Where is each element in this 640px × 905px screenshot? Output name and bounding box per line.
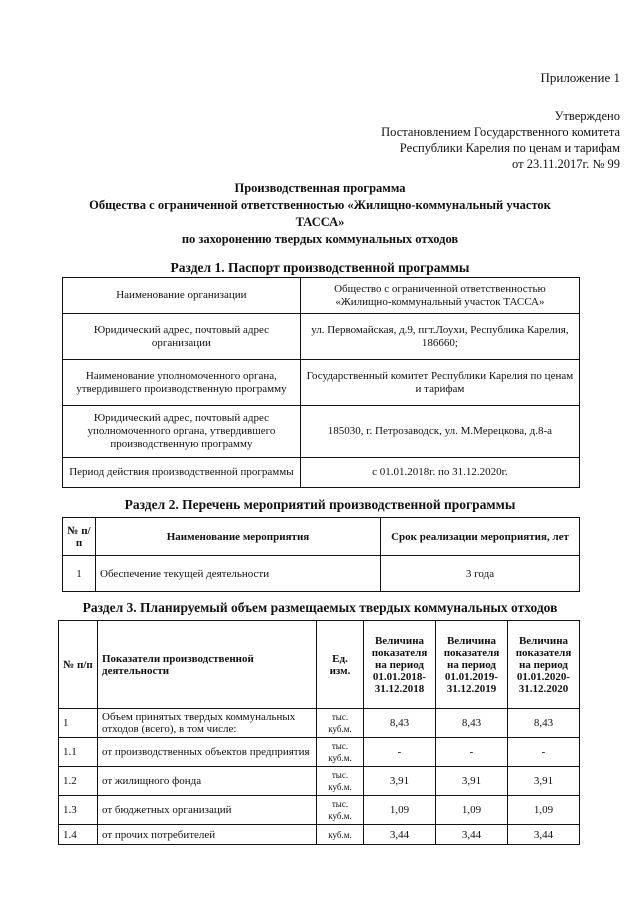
passport-table bbox=[62, 277, 580, 488]
cell-value-2019: 3,91 bbox=[436, 767, 508, 796]
volume-table bbox=[58, 620, 580, 845]
cell-term: 3 года bbox=[381, 556, 580, 592]
cell-value-2018: 3,91 bbox=[364, 767, 436, 796]
header-term: Срок реализации мероприятия, лет bbox=[381, 518, 580, 556]
table-header-row bbox=[59, 621, 580, 709]
cell-unit: тыс. куб.м. bbox=[317, 738, 364, 767]
approval-line-3: Республики Карелия по ценам и тарифам bbox=[399, 141, 620, 155]
table-row bbox=[63, 360, 580, 406]
table-row bbox=[63, 278, 580, 314]
cell-unit: куб.м. bbox=[317, 825, 364, 845]
header-period-2020: Величина показателя на период 01.01.2020-31.12.2020 bbox=[508, 621, 580, 709]
header-num: № п/п bbox=[59, 621, 98, 709]
table-row bbox=[59, 767, 580, 796]
cell-value-2020: 1,09 bbox=[508, 796, 580, 825]
passport-value: Общество с ограниченной ответственностью «Жилищно-коммунальный участок ТАССА» bbox=[300, 278, 579, 314]
title-line-1: Производственная программа bbox=[234, 181, 406, 195]
cell-value-2019: - bbox=[436, 738, 508, 767]
approval-line-2: Постановлением Государственного комитета bbox=[381, 125, 620, 139]
cell-value-2018: 3,44 bbox=[364, 825, 436, 845]
header-num: № п/п bbox=[63, 518, 96, 556]
table-row bbox=[63, 556, 580, 592]
cell-value-2019: 1,09 bbox=[436, 796, 508, 825]
cell-value-2019: 8,43 bbox=[436, 709, 508, 738]
title-line-3: ТАССА» bbox=[295, 215, 345, 229]
passport-value: ул. Первомайская, д.9, пгт.Лоухи, Республика Карелия, 186660; bbox=[300, 314, 579, 360]
header-unit: Ед. изм. bbox=[317, 621, 364, 709]
section3-title: Раздел 3. Планируемый объем размещаемых твердых коммунальных отходов bbox=[82, 600, 558, 615]
table-row bbox=[63, 314, 580, 360]
cell-unit: тыс. куб.м. bbox=[317, 796, 364, 825]
header-period-2019: Величина показателя на период 01.01.2019-31.12.2019 bbox=[436, 621, 508, 709]
cell-num: 1 bbox=[63, 556, 96, 592]
table-row bbox=[59, 738, 580, 767]
approval-line-1: Утверждено bbox=[554, 109, 620, 123]
document-title bbox=[60, 180, 580, 248]
table-row bbox=[59, 825, 580, 845]
activities-table bbox=[62, 517, 580, 592]
passport-value: 185030, г. Петрозаводск, ул. М.Мерецкова, д.8-а bbox=[300, 406, 579, 458]
passport-label: Юридический адрес, почтовый адрес организации bbox=[63, 314, 301, 360]
cell-num: 1.3 bbox=[59, 796, 98, 825]
header-indicator: Показатели производственной деятельности bbox=[98, 621, 317, 709]
cell-value-2020: 3,44 bbox=[508, 825, 580, 845]
cell-activity: Обеспечение текущей деятельности bbox=[96, 556, 381, 592]
cell-value-2020: 8,43 bbox=[508, 709, 580, 738]
cell-indicator: от производственных объектов предприятия bbox=[98, 738, 317, 767]
cell-value-2020: - bbox=[508, 738, 580, 767]
cell-indicator: от бюджетных организаций bbox=[98, 796, 317, 825]
approval-block bbox=[381, 108, 620, 172]
table-row bbox=[59, 796, 580, 825]
cell-num: 1.1 bbox=[59, 738, 98, 767]
table-row bbox=[63, 406, 580, 458]
passport-label: Наименование организации bbox=[63, 278, 301, 314]
cell-unit: тыс. куб.м. bbox=[317, 767, 364, 796]
cell-num: 1.2 bbox=[59, 767, 98, 796]
header-period-2018: Величина показателя на период 01.01.2018-31.12.2018 bbox=[364, 621, 436, 709]
table-header-row bbox=[63, 518, 580, 556]
cell-value-2018: 8,43 bbox=[364, 709, 436, 738]
title-line-4: по захоронению твердых коммунальных отходов bbox=[181, 232, 459, 246]
cell-value-2018: - bbox=[364, 738, 436, 767]
cell-indicator: от прочих потребителей bbox=[98, 825, 317, 845]
cell-value-2019: 3,44 bbox=[436, 825, 508, 845]
cell-indicator: Объем принятых твердых коммунальных отходов (всего), в том числе: bbox=[98, 709, 317, 738]
cell-unit: тыс. куб.м. bbox=[317, 709, 364, 738]
cell-value-2020: 3,91 bbox=[508, 767, 580, 796]
appendix-label: Приложение 1 bbox=[540, 70, 620, 85]
cell-indicator: от жилищного фонда bbox=[98, 767, 317, 796]
cell-num: 1 bbox=[59, 709, 98, 738]
section2-title: Раздел 2. Перечень мероприятий производственной программы bbox=[124, 497, 516, 512]
header-activity: Наименование мероприятия bbox=[96, 518, 381, 556]
passport-value: Государственный комитет Республики Карелия по ценам и тарифам bbox=[300, 360, 579, 406]
title-line-2: Общества с ограниченной ответственностью «Жилищно-коммунальный участок bbox=[89, 198, 551, 212]
passport-label: Наименование уполномоченного органа, утвердившего производственную программу bbox=[63, 360, 301, 406]
passport-label: Юридический адрес, почтовый адрес уполномоченного органа, утвердившего производственную программу bbox=[63, 406, 301, 458]
cell-value-2018: 1,09 bbox=[364, 796, 436, 825]
cell-num: 1.4 bbox=[59, 825, 98, 845]
passport-value: с 01.01.2018г. по 31.12.2020г. bbox=[300, 458, 579, 488]
table-row bbox=[59, 709, 580, 738]
passport-label: Период действия производственной программы bbox=[63, 458, 301, 488]
section1-title: Раздел 1. Паспорт производственной программы bbox=[170, 260, 470, 275]
table-row bbox=[63, 458, 580, 488]
approval-line-4: от 23.11.2017г. № 99 bbox=[512, 157, 620, 171]
